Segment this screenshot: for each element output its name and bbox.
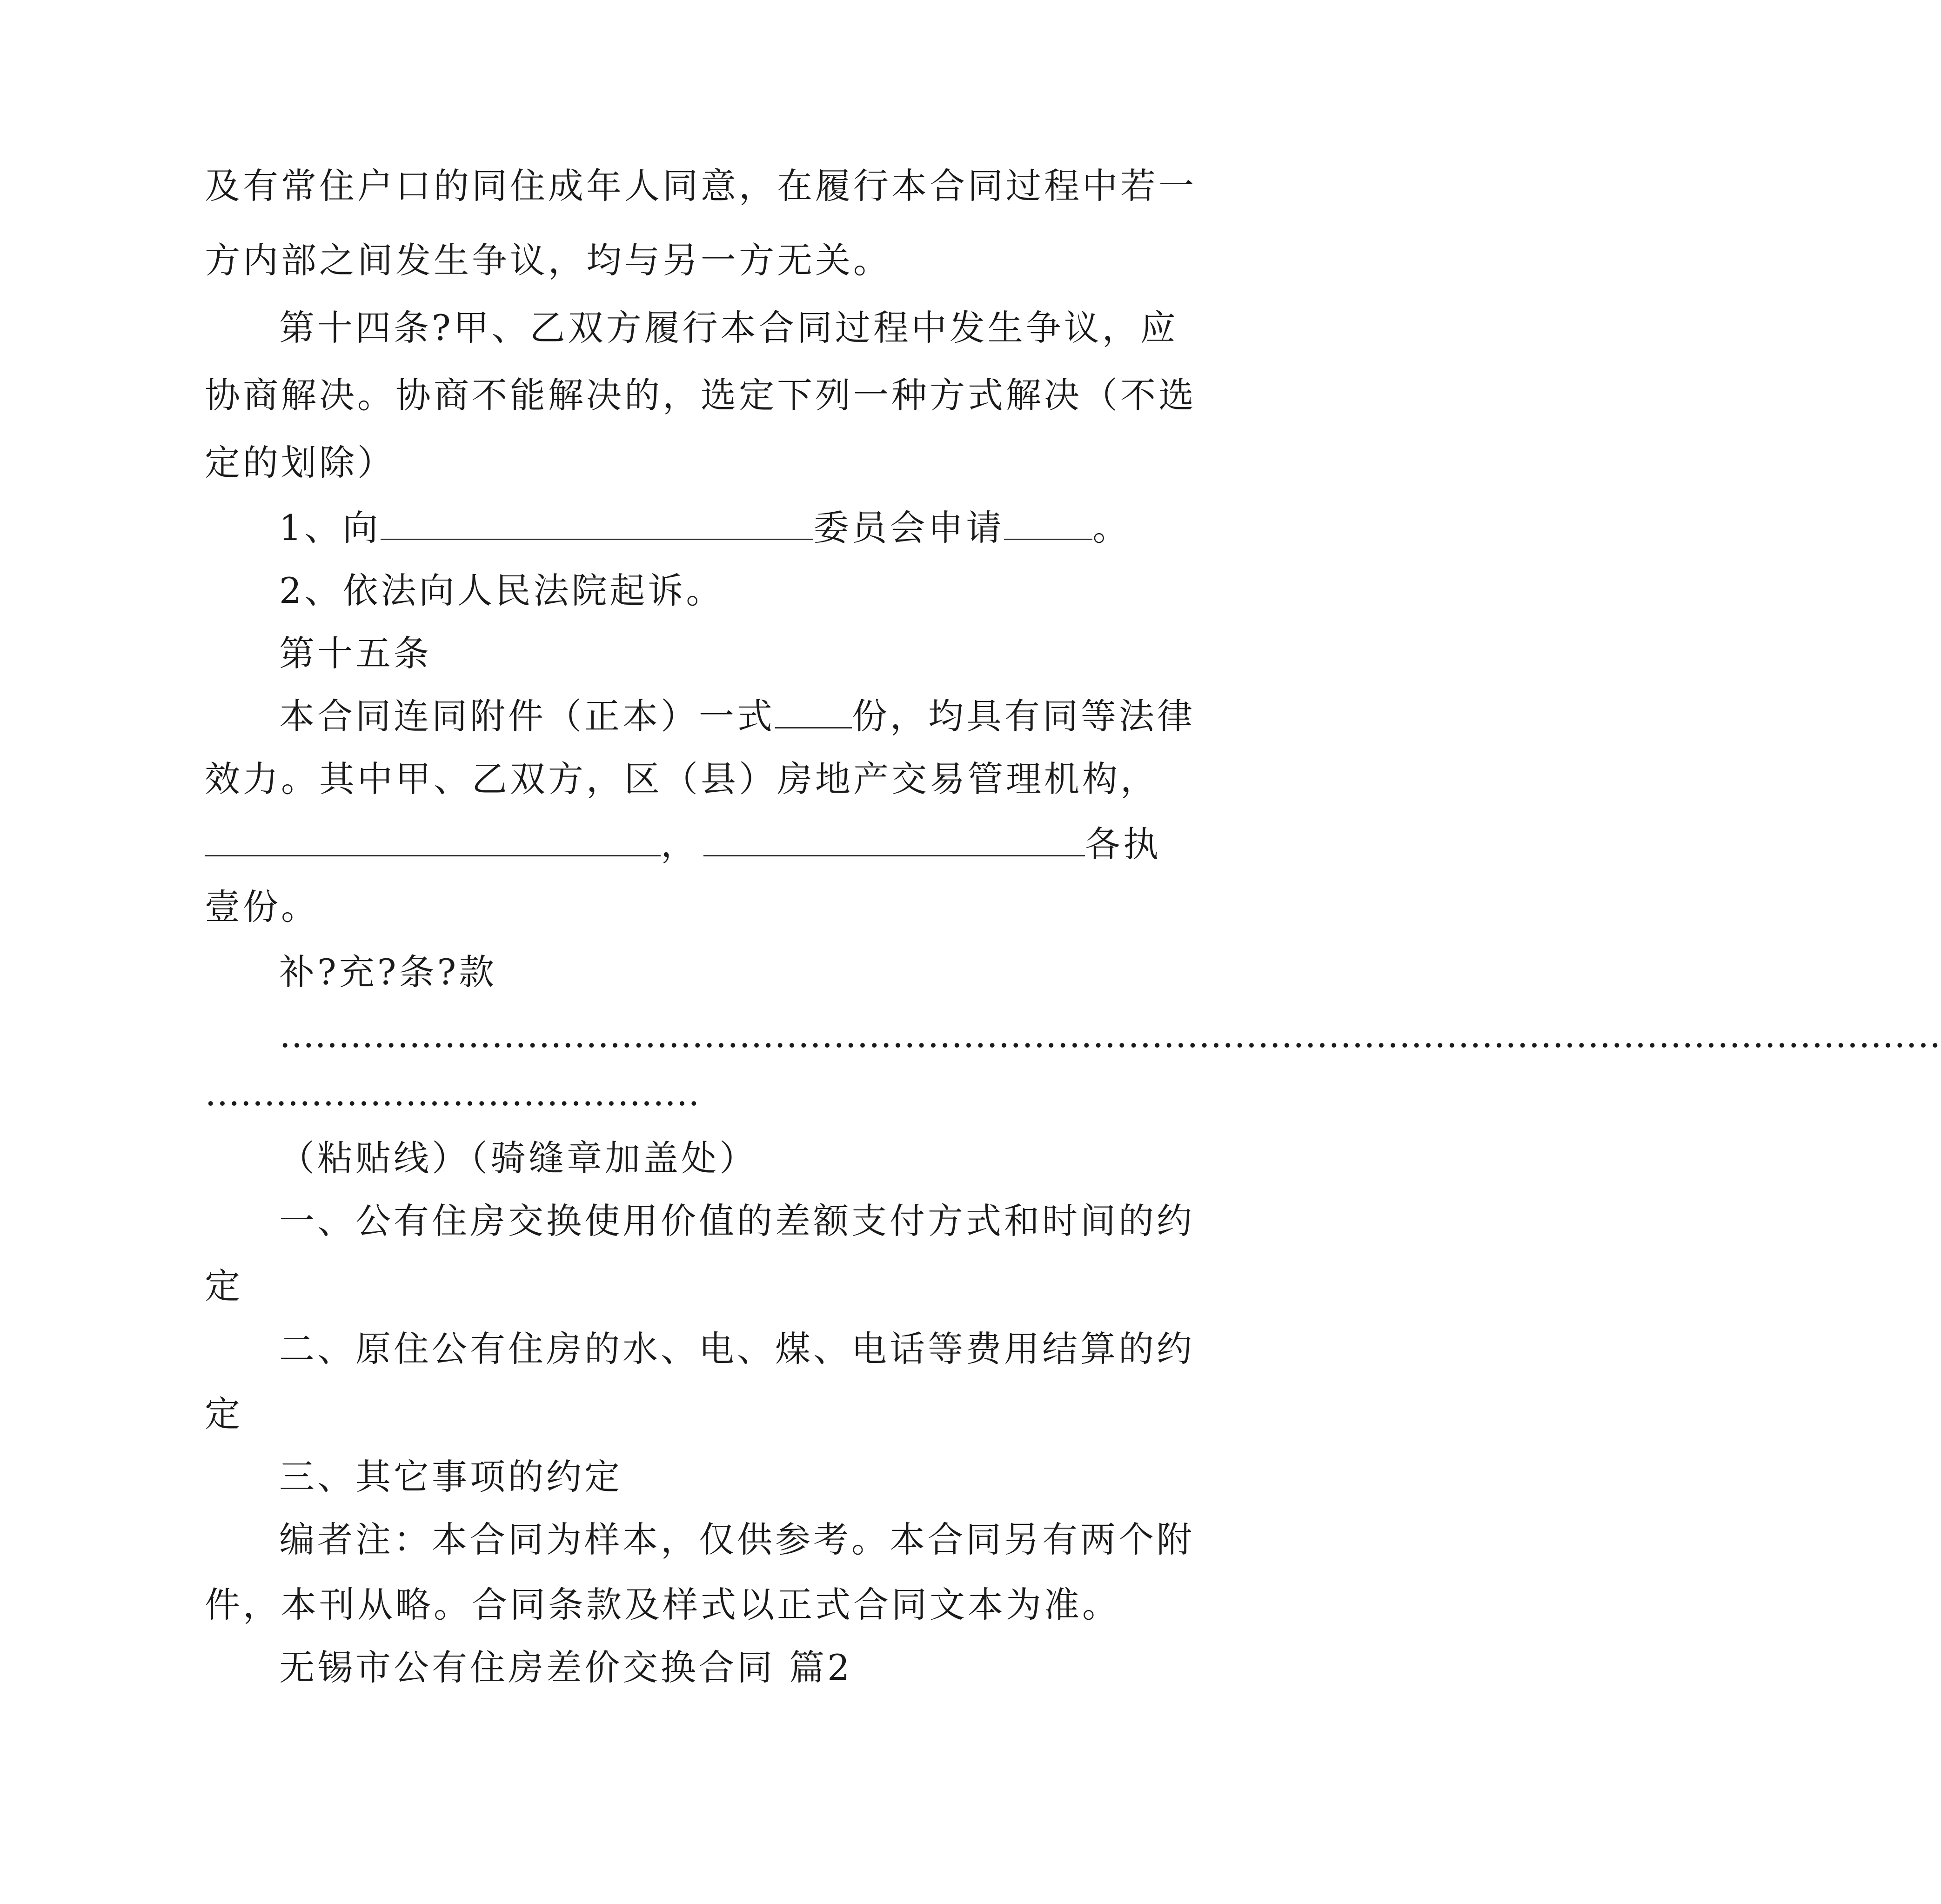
option-1-middle: 委员会申请	[813, 507, 1004, 548]
article-15-line-3	[205, 816, 1161, 872]
option-1-line	[279, 500, 1145, 556]
option-1-end: 。	[1092, 507, 1131, 548]
article-14-line-3: 定的划除）	[205, 442, 395, 483]
article-14-line-2: 协商解决。协商不能解决的，选定下列一种方式解决（不选	[205, 374, 1197, 416]
article-15-line-4: 壹份。	[205, 886, 319, 928]
supplement-item-2-line-2: 定	[205, 1393, 243, 1435]
committee-blank-field[interactable]	[381, 506, 813, 540]
dotted-separator-line-1: ……………………………………………………………………………………………………………………………	[279, 1014, 1941, 1056]
article-15-text-b: 份，均具有同等法律	[852, 695, 1195, 737]
supplementary-heading: 补?充?条?款	[279, 951, 497, 993]
next-section-title: 无锡市公有住房差价交换合同 篇2	[279, 1647, 853, 1688]
application-blank-field[interactable]	[1004, 506, 1092, 540]
paragraph-line-2: 方内部之间发生争议，均与另一方无关。	[205, 240, 891, 281]
party-blank-field-2[interactable]	[703, 822, 1085, 856]
article-15-heading: 第十五条	[279, 633, 432, 674]
article-14-line-1: 第十四条?甲、乙双方履行本合同过程中发生争议，应	[279, 307, 1178, 348]
dotted-separator-line-2: ……………………………………	[205, 1072, 700, 1114]
article-15-text-a: 本合同连同附件（正本）一式	[279, 695, 775, 737]
supplement-item-3: 三、其它事项的约定	[279, 1456, 622, 1497]
party-blank-field-1[interactable]	[205, 822, 661, 856]
article-15-line-1	[279, 688, 1195, 744]
article-15-comma: ，	[661, 823, 699, 865]
option-2-line: 2、依法向人民法院起诉。	[279, 570, 724, 611]
copies-blank-field[interactable]	[775, 695, 852, 728]
article-15-line-2: 效力。其中甲、乙双方，区（县）房地产交易管理机构，	[205, 758, 1158, 800]
editor-note-line-1: 编者注：本合同为样本，仅供参考。本合同另有两个附	[279, 1519, 1195, 1560]
option-1-prefix: 1、向	[279, 507, 381, 548]
supplement-item-1-line-2: 定	[205, 1265, 243, 1307]
supplement-item-1-line-1: 一、公有住房交换使用价值的差额支付方式和时间的约	[279, 1200, 1195, 1242]
editor-note-line-2: 件，本刊从略。合同条款及样式以正式合同文本为准。	[205, 1584, 1120, 1625]
supplement-item-2-line-1: 二、原住公有住房的水、电、煤、电话等费用结算的约	[279, 1328, 1195, 1370]
paragraph-line-1: 及有常住户口的同住成年人同意，在履行本合同过程中若一	[205, 165, 1197, 207]
paste-line-note: （粘贴线）（骑缝章加盖处）	[279, 1137, 757, 1179]
article-15-each-hold: 各执	[1085, 823, 1161, 865]
